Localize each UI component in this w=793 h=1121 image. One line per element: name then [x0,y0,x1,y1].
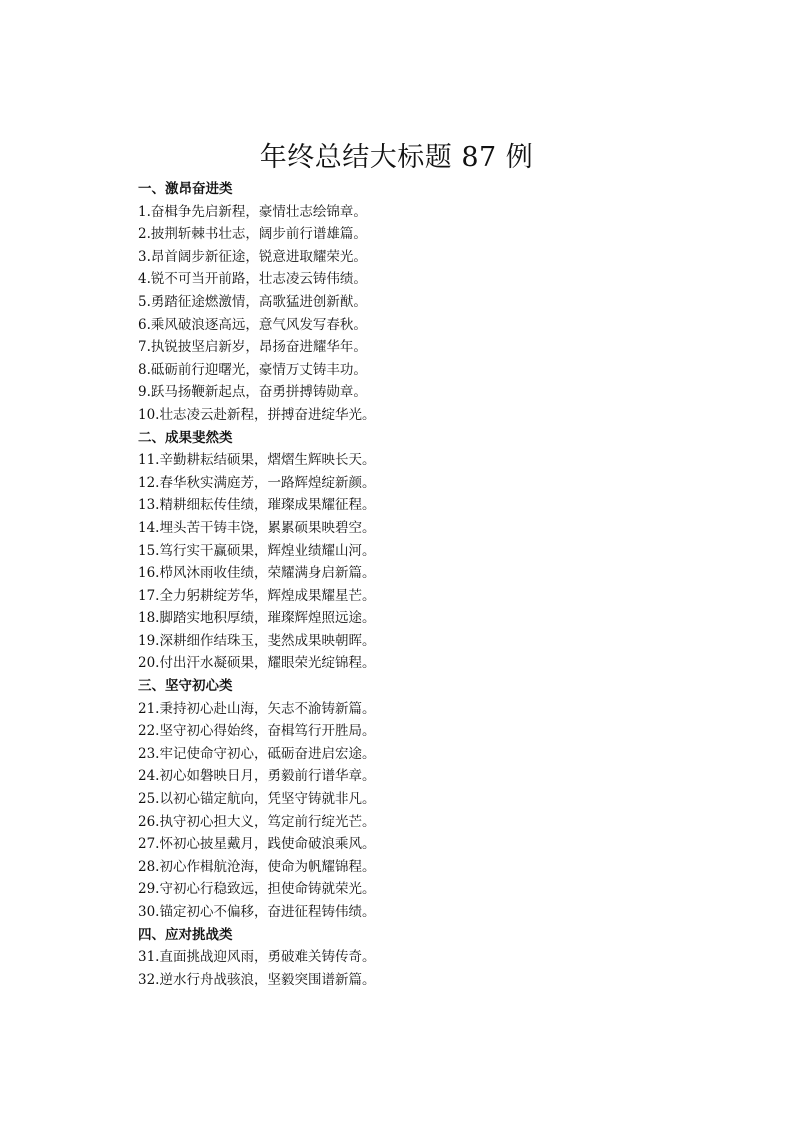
list-item: 10.壮志凌云赴新程，拼搏奋进绽华光。 [138,406,376,423]
list-item: 7.执锐披坚启新岁，昂扬奋进耀华年。 [138,339,367,356]
list-item: 11.辛勤耕耘结硕果，熠熠生辉映长天。 [138,452,376,469]
list-item: 27.怀初心披星戴月，践使命破浪乘风。 [138,836,376,853]
section-heading: 三、坚守初心类 [138,678,233,695]
list-item: 12.春华秋实满庭芳，一路辉煌绽新颜。 [138,474,376,491]
list-item: 18.脚踏实地积厚绩，璀璨辉煌照远途。 [138,610,376,627]
section-4 [138,924,698,992]
list-item: 25.以初心锚定航向，凭坚守铸就非凡。 [138,791,376,808]
list-item: 14.埋头苦干铸丰饶，累累硕果映碧空。 [138,519,376,536]
list-item: 26.执守初心担大义，笃定前行绽光芒。 [138,813,376,830]
list-item: 30.锚定初心不偏移，奋进征程铸伟绩。 [138,904,376,920]
section-2 [138,427,698,676]
list-item: 32.逆水行舟战骇浪，坚毅突围谱新篇。 [138,971,376,988]
list-item: 24.初心如磐映日月，勇毅前行谱华章。 [138,768,376,785]
list-item: 21.秉持初心赴山海，矢志不渝铸新篇。 [138,700,376,717]
list-item: 3.昂首阔步新征途，锐意进取耀荣光。 [138,248,367,265]
section-1 [138,178,698,427]
list-item: 13.精耕细耘传佳绩，璀璨成果耀征程。 [138,497,376,514]
section-heading: 一、激昂奋进类 [138,181,233,197]
list-item: 22.坚守初心得始终，奋楫笃行开胜局。 [138,723,376,740]
list-item: 6.乘风破浪逐高远，意气风发写春秋。 [138,316,367,333]
section-heading: 二、成果斐然类 [138,429,233,446]
list-item: 5.勇踏征途燃激情，高歌猛进创新猷。 [138,293,367,310]
list-item: 28.初心作楫航沧海，使命为帆耀锦程。 [138,858,376,875]
list-item: 19.深耕细作结珠玉，斐然成果映朝晖。 [138,632,376,649]
list-item: 2.披荆斩棘书壮志，阔步前行谱雄篇。 [138,226,367,243]
list-item: 8.砥砺前行迎曙光，豪情万丈铸丰功。 [138,361,367,378]
list-item: 20.付出汗水凝硕果，耀眼荣光绽锦程。 [138,655,376,672]
list-item: 1.奋楫争先启新程，豪情壮志绘锦章。 [138,203,367,220]
list-item: 9.跃马扬鞭新起点，奋勇拼搏铸勋章。 [138,384,367,401]
list-item: 4.锐不可当开前路，壮志凌云铸伟绩。 [138,271,367,288]
section-heading: 四、应对挑战类 [138,926,233,943]
list-item: 29.守初心行稳致远，担使命铸就荣光。 [138,881,376,898]
document-body [138,178,698,991]
list-item: 16.栉风沐雨收佳绩，荣耀满身启新篇。 [138,565,376,582]
list-item: 23.牢记使命守初心，砥砺奋进启宏途。 [138,745,376,762]
document-title: 年终总结大标题 87 例 [259,142,534,173]
list-item: 17.全力躬耕绽芳华，辉煌成果耀星芒。 [138,587,376,604]
list-item: 31.直面挑战迎风雨，勇破难关铸传奇。 [138,949,376,966]
list-item: 15.笃行实干赢硕果，辉煌业绩耀山河。 [138,542,376,559]
section-3 [138,675,698,924]
